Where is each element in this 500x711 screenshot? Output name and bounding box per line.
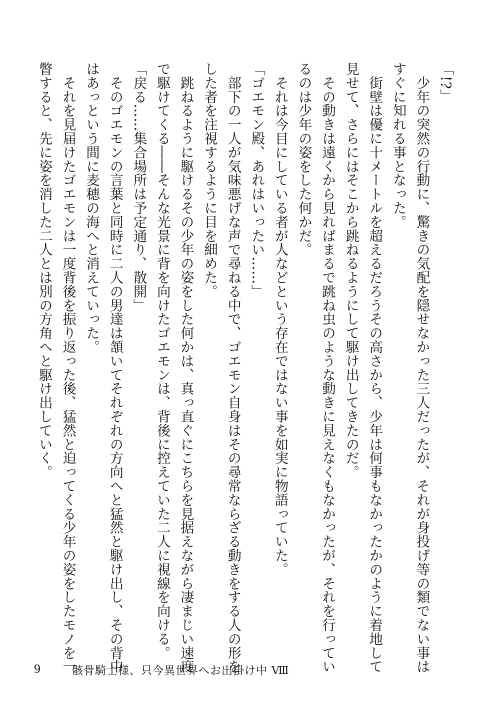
- text-line: その動きは遠くから見ればまるで跳ね虫のような動きに見えなくもなかったが、それを行ってい: [319, 62, 336, 674]
- running-head-title: 骸骨騎士様、只今異世界へお出掛け中 Ⅷ: [72, 664, 290, 677]
- text-line: それを見届けたゴエモンは一度背後を振り返った後、猛然と迫ってくる少年の姿をしたモノを一: [59, 62, 76, 674]
- text-line: 「戻る……集合場所は予定通り、散開」: [130, 62, 147, 313]
- text-line: 部下の一人が気味悪げな声で尋ねる中で、ゴエモン自身はその尋常ならざる動きをする人の形を: [224, 62, 241, 674]
- text-line: るのは少年の姿をした何かだ。: [295, 62, 312, 257]
- text-line: 跳ねるように駆けるその少年の姿をした何かは、真っ直ぐにこちらを見据えながら凄まじい速度: [177, 62, 194, 674]
- text-line: すぐに知れる事となった。: [389, 62, 406, 229]
- text-line: 少年の突然の行動に、驚きの気配を隠せなかった三人だったが、それが身投げ等の類でない事は: [413, 62, 430, 674]
- text-line: 「!?」: [437, 62, 453, 104]
- text-line: 見せて、さらにはそこから跳ねるようにして駆け出してきたのだ。: [342, 62, 359, 479]
- text-line: した者を注視するように目を細めた。: [201, 62, 218, 299]
- text-line: 瞥すると、先に姿を消した二人とは別の方角へと駆け出していく。: [35, 62, 52, 479]
- text-line: はあっという間に麦穂の海へと消えていった。: [83, 62, 100, 354]
- text-line: そのゴエモンの言葉と同時に二人の男達は頷いてそれぞれの方向へと猛然と駆け出し、その背中: [106, 62, 123, 674]
- page-number: 9: [34, 661, 41, 676]
- text-line: で駆けてくる――そんな光景に背を向けたゴエモンは、背後に控えていた二人に視線を向ける。: [153, 62, 170, 660]
- text-line: 街壁は優に十メートルを超えるだろうその高さから、少年は何事もなかったかのように着地して: [366, 62, 383, 674]
- text-line: 「ゴエモン殿、あれはいったい……」: [248, 62, 265, 299]
- text-line: それは今目にしている者が人などという存在ではない事を如実に物語っていた。: [271, 62, 288, 577]
